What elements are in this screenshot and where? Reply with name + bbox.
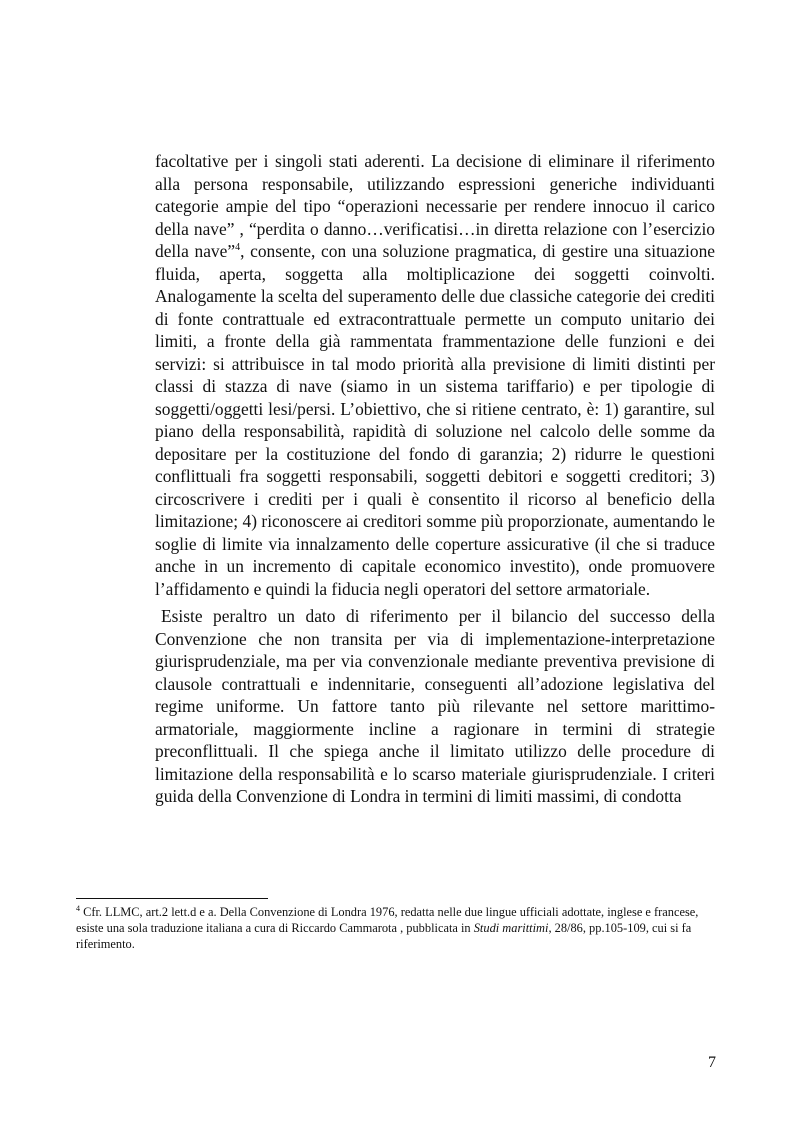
paragraph-1-continuation: , consente, con una soluzione pragmatica, di gestire una situazione fluida, aperta, soggetta alla moltiplicazione dei soggetti coinvolti. Analogamente la scelta del superamento delle due classiche categorie dei crediti di fonte contrattuale ed extracontrattuale permette un computo unitario dei limiti, a fronte della già rammentata frammentazione delle funzioni e dei servizi: si attribuisce in tal modo priorità alla previsione di limiti distinti per classi di stazza di nave (siamo in un sistema tariffario) e per tipologie di soggetti/oggetti lesi/persi. L’obiettivo, che si ritiene centrato, è: 1) garantire, sul piano della responsabilità, rapidità di soluzione nel calcolo delle somme da depositare per la costituzione del fondo di garanzia; 2) ridurre le questioni conflittuali fra soggetti responsabili, soggetti debitori e soggetti creditori; 3) circoscrivere i crediti per i quali è consentito il ricorso al beneficio della limitazione; 4) riconoscere ai creditori somme più proporzionate, aumentando le soglie di limite via innalzamento delle coperture assicurative (il che si traduce anche in un incremento di capitale economico investito), onde promuovere l’affidamento e quindi la fiducia negli operatori del settore armatoriale. bbox=[155, 241, 715, 599]
footnote-text-end: , 28/86, pp.105-109, cui si fa riferimento. bbox=[76, 920, 692, 951]
paragraph-1-text: facoltative per i singoli stati aderenti. La decisione di eliminare il riferimento alla persona responsabile, utilizzando espressioni generiche individuanti categorie ampie del tipo “operazioni necessarie per rendere innocuo il carico della nave” , “perdita o danno…verificatisi…in diretta relazione con l’esercizio della nave” bbox=[155, 151, 715, 261]
footnote-text: Cfr. LLMC, art.2 lett.d e a. Della Convenzione di Londra 1976, redatta nelle due lingue ufficiali adottate, inglese e francese, esiste una sola traduzione italiana a cura di Riccardo Cammarota , pubblicata in bbox=[76, 905, 699, 935]
paragraph-1 bbox=[155, 150, 715, 600]
paragraph-2: Esiste peraltro un dato di riferimento per il bilancio del successo della Convenzione che non transita per via di implementazione-interpretazione giurisprudenziale, ma per via convenzionale mediante preventiva previsione di clausole contrattuali e indennitarie, conseguenti all’adozione legislativa del regime uniforme. Un fattore tanto più rilevante nel settore marittimo-armatoriale, maggiormente incline a ragionare in termini di strategie preconflittuali. Il che spiega anche il limitato utilizzo delle procedure di limitazione della responsabilità e lo scarso materiale giurisprudenziale. I criteri guida della Convenzione di Londra in termini di limiti massimi, di condotta bbox=[155, 606, 715, 806]
footnote-reference[interactable]: 4 bbox=[235, 242, 241, 254]
page-number: 7 bbox=[708, 1054, 716, 1071]
footnote-4 bbox=[76, 905, 724, 952]
body-text bbox=[155, 150, 715, 808]
footnote-journal-title: Studi marittimi bbox=[473, 920, 549, 935]
footnote-separator bbox=[76, 898, 268, 899]
footnote-number: 4 bbox=[76, 903, 80, 913]
